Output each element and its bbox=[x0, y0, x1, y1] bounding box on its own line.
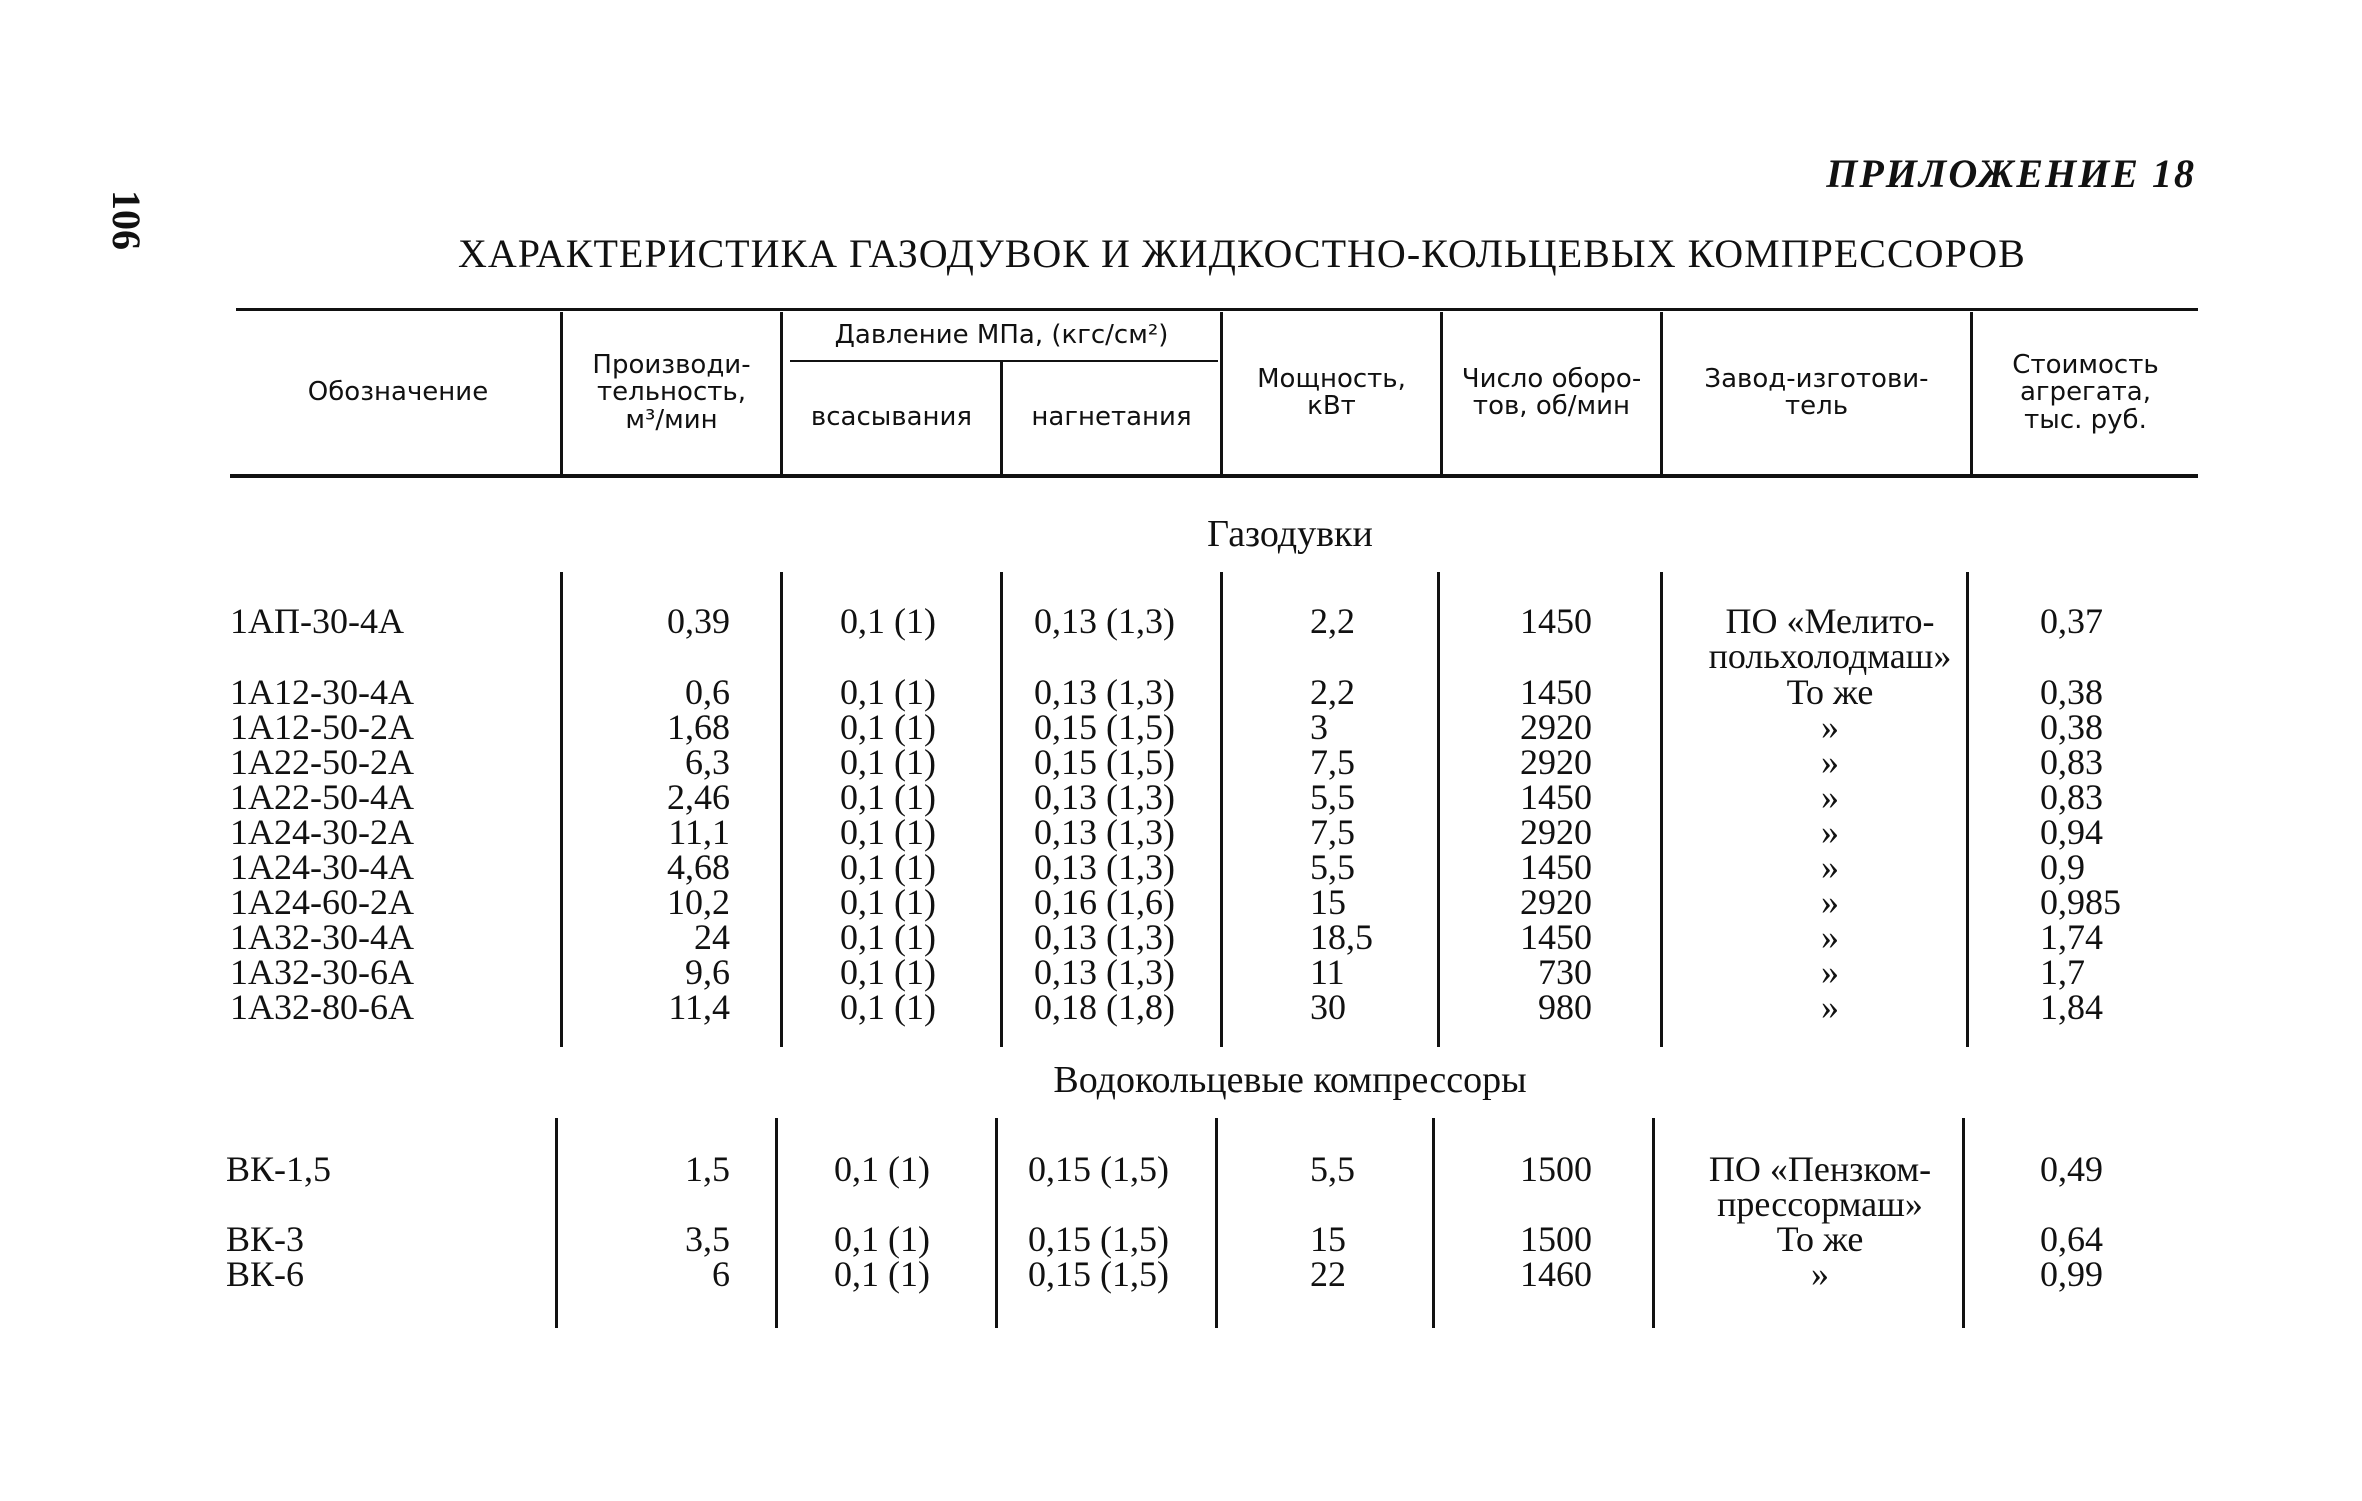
header-bottom-rule bbox=[230, 474, 2198, 478]
cell-rpm: 980 bbox=[1538, 987, 1592, 1027]
cell-cost: 0,37 bbox=[2040, 601, 2103, 641]
cell-manufacturer: » bbox=[1821, 742, 1839, 782]
cell-suction: 0,1 (1) bbox=[840, 672, 936, 712]
cell-manufacturer: » bbox=[1821, 812, 1839, 852]
cell-capacity: 9,6 bbox=[685, 952, 730, 992]
cell-discharge: 0,16 (1,6) bbox=[1034, 882, 1175, 922]
cell-manufacturer: » bbox=[1821, 847, 1839, 887]
header-power: Мощность, кВт bbox=[1257, 363, 1406, 421]
cell-manufacturer: То же bbox=[1786, 672, 1874, 712]
cell-manufacturer: ПО «Пензком- прессормаш» bbox=[1708, 1149, 1932, 1224]
cell-suction: 0,1 (1) bbox=[840, 917, 936, 957]
cell-capacity: 6 bbox=[712, 1254, 730, 1294]
cell-capacity: 0,6 bbox=[685, 672, 730, 712]
cell-cost: 1,7 bbox=[2040, 952, 2085, 992]
cell-designation: 1А12-50-2А bbox=[230, 707, 414, 747]
cell-cost: 0,83 bbox=[2040, 742, 2103, 782]
cell-suction: 0,1 (1) bbox=[834, 1149, 930, 1189]
cell-power: 5,5 bbox=[1310, 1149, 1355, 1189]
cell-designation: ВК-1,5 bbox=[226, 1149, 332, 1189]
cell-cost: 0,83 bbox=[2040, 777, 2103, 817]
cell-suction: 0,1 (1) bbox=[840, 847, 936, 887]
column-divider bbox=[1962, 1118, 1965, 1328]
cell-discharge: 0,13 (1,3) bbox=[1034, 777, 1175, 817]
cell-manufacturer: » bbox=[1811, 1254, 1829, 1294]
cell-rpm: 1500 bbox=[1520, 1219, 1592, 1259]
cell-rpm: 2920 bbox=[1520, 882, 1592, 922]
cell-rpm: 1450 bbox=[1520, 917, 1592, 957]
cell-discharge: 0,13 (1,3) bbox=[1034, 917, 1175, 957]
cell-suction: 0,1 (1) bbox=[840, 742, 936, 782]
document-title: ХАРАКТЕРИСТИКА ГАЗОДУВОК И ЖИДКОСТНО-КОЛЬЦЕВЫХ КОМПРЕССОРОВ bbox=[458, 231, 2026, 276]
cell-manufacturer: » bbox=[1821, 917, 1839, 957]
cell-capacity: 2,46 bbox=[667, 777, 730, 817]
column-divider bbox=[560, 572, 563, 1047]
cell-designation: 1А24-30-2А bbox=[230, 812, 414, 852]
column-divider bbox=[780, 572, 783, 1047]
cell-suction: 0,1 (1) bbox=[834, 1219, 930, 1259]
column-divider bbox=[555, 1118, 558, 1328]
section-title-water-ring-compressors: Водокольцевые компрессоры bbox=[1053, 1059, 1527, 1101]
cell-cost: 0,49 bbox=[2040, 1149, 2103, 1189]
cell-power: 3 bbox=[1310, 707, 1328, 747]
cell-suction: 0,1 (1) bbox=[834, 1254, 930, 1294]
cell-discharge: 0,13 (1,3) bbox=[1034, 672, 1175, 712]
cell-designation: 1А32-80-6А bbox=[230, 987, 414, 1027]
cell-discharge: 0,15 (1,5) bbox=[1034, 742, 1175, 782]
cell-discharge: 0,13 (1,3) bbox=[1034, 847, 1175, 887]
cell-rpm: 730 bbox=[1538, 952, 1592, 992]
cell-discharge: 0,15 (1,5) bbox=[1028, 1149, 1169, 1189]
cell-designation: 1А32-30-6А bbox=[230, 952, 414, 992]
cell-suction: 0,1 (1) bbox=[840, 882, 936, 922]
header-discharge: нагнетания bbox=[1031, 402, 1192, 433]
cell-designation: 1А22-50-4А bbox=[230, 777, 414, 817]
cell-capacity: 11,1 bbox=[668, 812, 730, 852]
cell-capacity: 24 bbox=[694, 917, 730, 957]
cell-manufacturer: » bbox=[1821, 952, 1839, 992]
column-divider bbox=[1437, 572, 1440, 1047]
cell-rpm: 2920 bbox=[1520, 742, 1592, 782]
cell-discharge: 0,13 (1,3) bbox=[1034, 812, 1175, 852]
cell-cost: 1,74 bbox=[2040, 917, 2103, 957]
appendix-label: ПРИЛОЖЕНИЕ 18 bbox=[1826, 151, 2196, 196]
cell-manufacturer: » bbox=[1821, 707, 1839, 747]
cell-rpm: 1450 bbox=[1520, 777, 1592, 817]
cell-power: 15 bbox=[1310, 1219, 1346, 1259]
cell-manufacturer: ПО «Мелито- польхолодмаш» bbox=[1708, 601, 1952, 676]
cell-designation: 1А32-30-4А bbox=[230, 917, 414, 957]
cell-manufacturer: То же bbox=[1776, 1219, 1864, 1259]
header-pressure-group: Давление МПа, (кгс/см²) bbox=[834, 320, 1169, 351]
cell-power: 30 bbox=[1310, 987, 1346, 1027]
section-title-gas-blowers: Газодувки bbox=[1207, 513, 1373, 555]
cell-rpm: 1450 bbox=[1520, 601, 1592, 641]
header-rpm: Число оборо- тов, об/мин bbox=[1461, 363, 1642, 421]
column-divider bbox=[1000, 572, 1003, 1047]
header-capacity: Производи- тельность, м³/мин bbox=[592, 350, 751, 435]
cell-cost: 0,38 bbox=[2040, 672, 2103, 712]
cell-power: 5,5 bbox=[1310, 777, 1355, 817]
column-divider bbox=[995, 1118, 998, 1328]
cell-capacity: 3,5 bbox=[685, 1219, 730, 1259]
cell-cost: 0,38 bbox=[2040, 707, 2103, 747]
cell-capacity: 0,39 bbox=[667, 601, 730, 641]
cell-power: 11 bbox=[1310, 952, 1345, 992]
column-divider bbox=[775, 1118, 778, 1328]
cell-designation: 1А22-50-2А bbox=[230, 742, 414, 782]
cell-rpm: 1450 bbox=[1520, 672, 1592, 712]
cell-designation: ВК-3 bbox=[226, 1219, 305, 1259]
cell-power: 7,5 bbox=[1310, 742, 1355, 782]
cell-designation: 1А24-30-4А bbox=[230, 847, 414, 887]
cell-power: 7,5 bbox=[1310, 812, 1355, 852]
cell-manufacturer: » bbox=[1821, 777, 1839, 817]
cell-rpm: 2920 bbox=[1520, 707, 1592, 747]
cell-discharge: 0,15 (1,5) bbox=[1034, 707, 1175, 747]
cell-rpm: 2920 bbox=[1520, 812, 1592, 852]
column-divider bbox=[1432, 1118, 1435, 1328]
page-number: 106 bbox=[104, 190, 149, 250]
column-divider bbox=[1652, 1118, 1655, 1328]
cell-discharge: 0,13 (1,3) bbox=[1034, 952, 1175, 992]
cell-power: 18,5 bbox=[1310, 917, 1373, 957]
cell-suction: 0,1 (1) bbox=[840, 777, 936, 817]
cell-power: 5,5 bbox=[1310, 847, 1355, 887]
cell-rpm: 1500 bbox=[1520, 1149, 1592, 1189]
cell-cost: 0,9 bbox=[2040, 847, 2085, 887]
cell-discharge: 0,18 (1,8) bbox=[1034, 987, 1175, 1027]
cell-rpm: 1450 bbox=[1520, 847, 1592, 887]
cell-power: 2,2 bbox=[1310, 601, 1355, 641]
cell-cost: 0,985 bbox=[2040, 882, 2121, 922]
cell-discharge: 0,13 (1,3) bbox=[1034, 601, 1175, 641]
cell-suction: 0,1 (1) bbox=[840, 952, 936, 992]
column-divider bbox=[1220, 572, 1223, 1047]
cell-suction: 0,1 (1) bbox=[840, 812, 936, 852]
cell-designation: 1А24-60-2А bbox=[230, 882, 414, 922]
header-suction: всасывания bbox=[810, 402, 973, 433]
table-top-rule bbox=[236, 308, 2198, 311]
cell-cost: 0,94 bbox=[2040, 812, 2103, 852]
cell-discharge: 0,15 (1,5) bbox=[1028, 1219, 1169, 1259]
cell-power: 2,2 bbox=[1310, 672, 1355, 712]
cell-designation: ВК-6 bbox=[226, 1254, 305, 1294]
header-cost: Стоимость агрегата, тыс. руб. bbox=[2012, 350, 2159, 435]
cell-manufacturer: » bbox=[1821, 882, 1839, 922]
column-divider bbox=[1660, 572, 1663, 1047]
cell-capacity: 1,68 bbox=[667, 707, 730, 747]
cell-designation: 1АП-30-4А bbox=[230, 601, 404, 641]
cell-power: 15 bbox=[1310, 882, 1346, 922]
cell-rpm: 1460 bbox=[1520, 1254, 1592, 1294]
cell-manufacturer: » bbox=[1821, 987, 1839, 1027]
cell-power: 22 bbox=[1310, 1254, 1346, 1294]
column-divider bbox=[1215, 1118, 1218, 1328]
cell-capacity: 1,5 bbox=[685, 1149, 730, 1189]
header-designation: Обозначение bbox=[307, 377, 489, 408]
header-manufacturer: Завод-изготови- тель bbox=[1704, 363, 1929, 421]
cell-cost: 0,99 bbox=[2040, 1254, 2103, 1294]
cell-designation: 1А12-30-4А bbox=[230, 672, 414, 712]
cell-cost: 0,64 bbox=[2040, 1219, 2103, 1259]
cell-capacity: 10,2 bbox=[667, 882, 730, 922]
cell-capacity: 4,68 bbox=[667, 847, 730, 887]
cell-discharge: 0,15 (1,5) bbox=[1028, 1254, 1169, 1294]
cell-suction: 0,1 (1) bbox=[840, 987, 936, 1027]
cell-capacity: 11,4 bbox=[668, 987, 730, 1027]
cell-capacity: 6,3 bbox=[685, 742, 730, 782]
cell-suction: 0,1 (1) bbox=[840, 601, 936, 641]
cell-suction: 0,1 (1) bbox=[840, 707, 936, 747]
cell-cost: 1,84 bbox=[2040, 987, 2103, 1027]
